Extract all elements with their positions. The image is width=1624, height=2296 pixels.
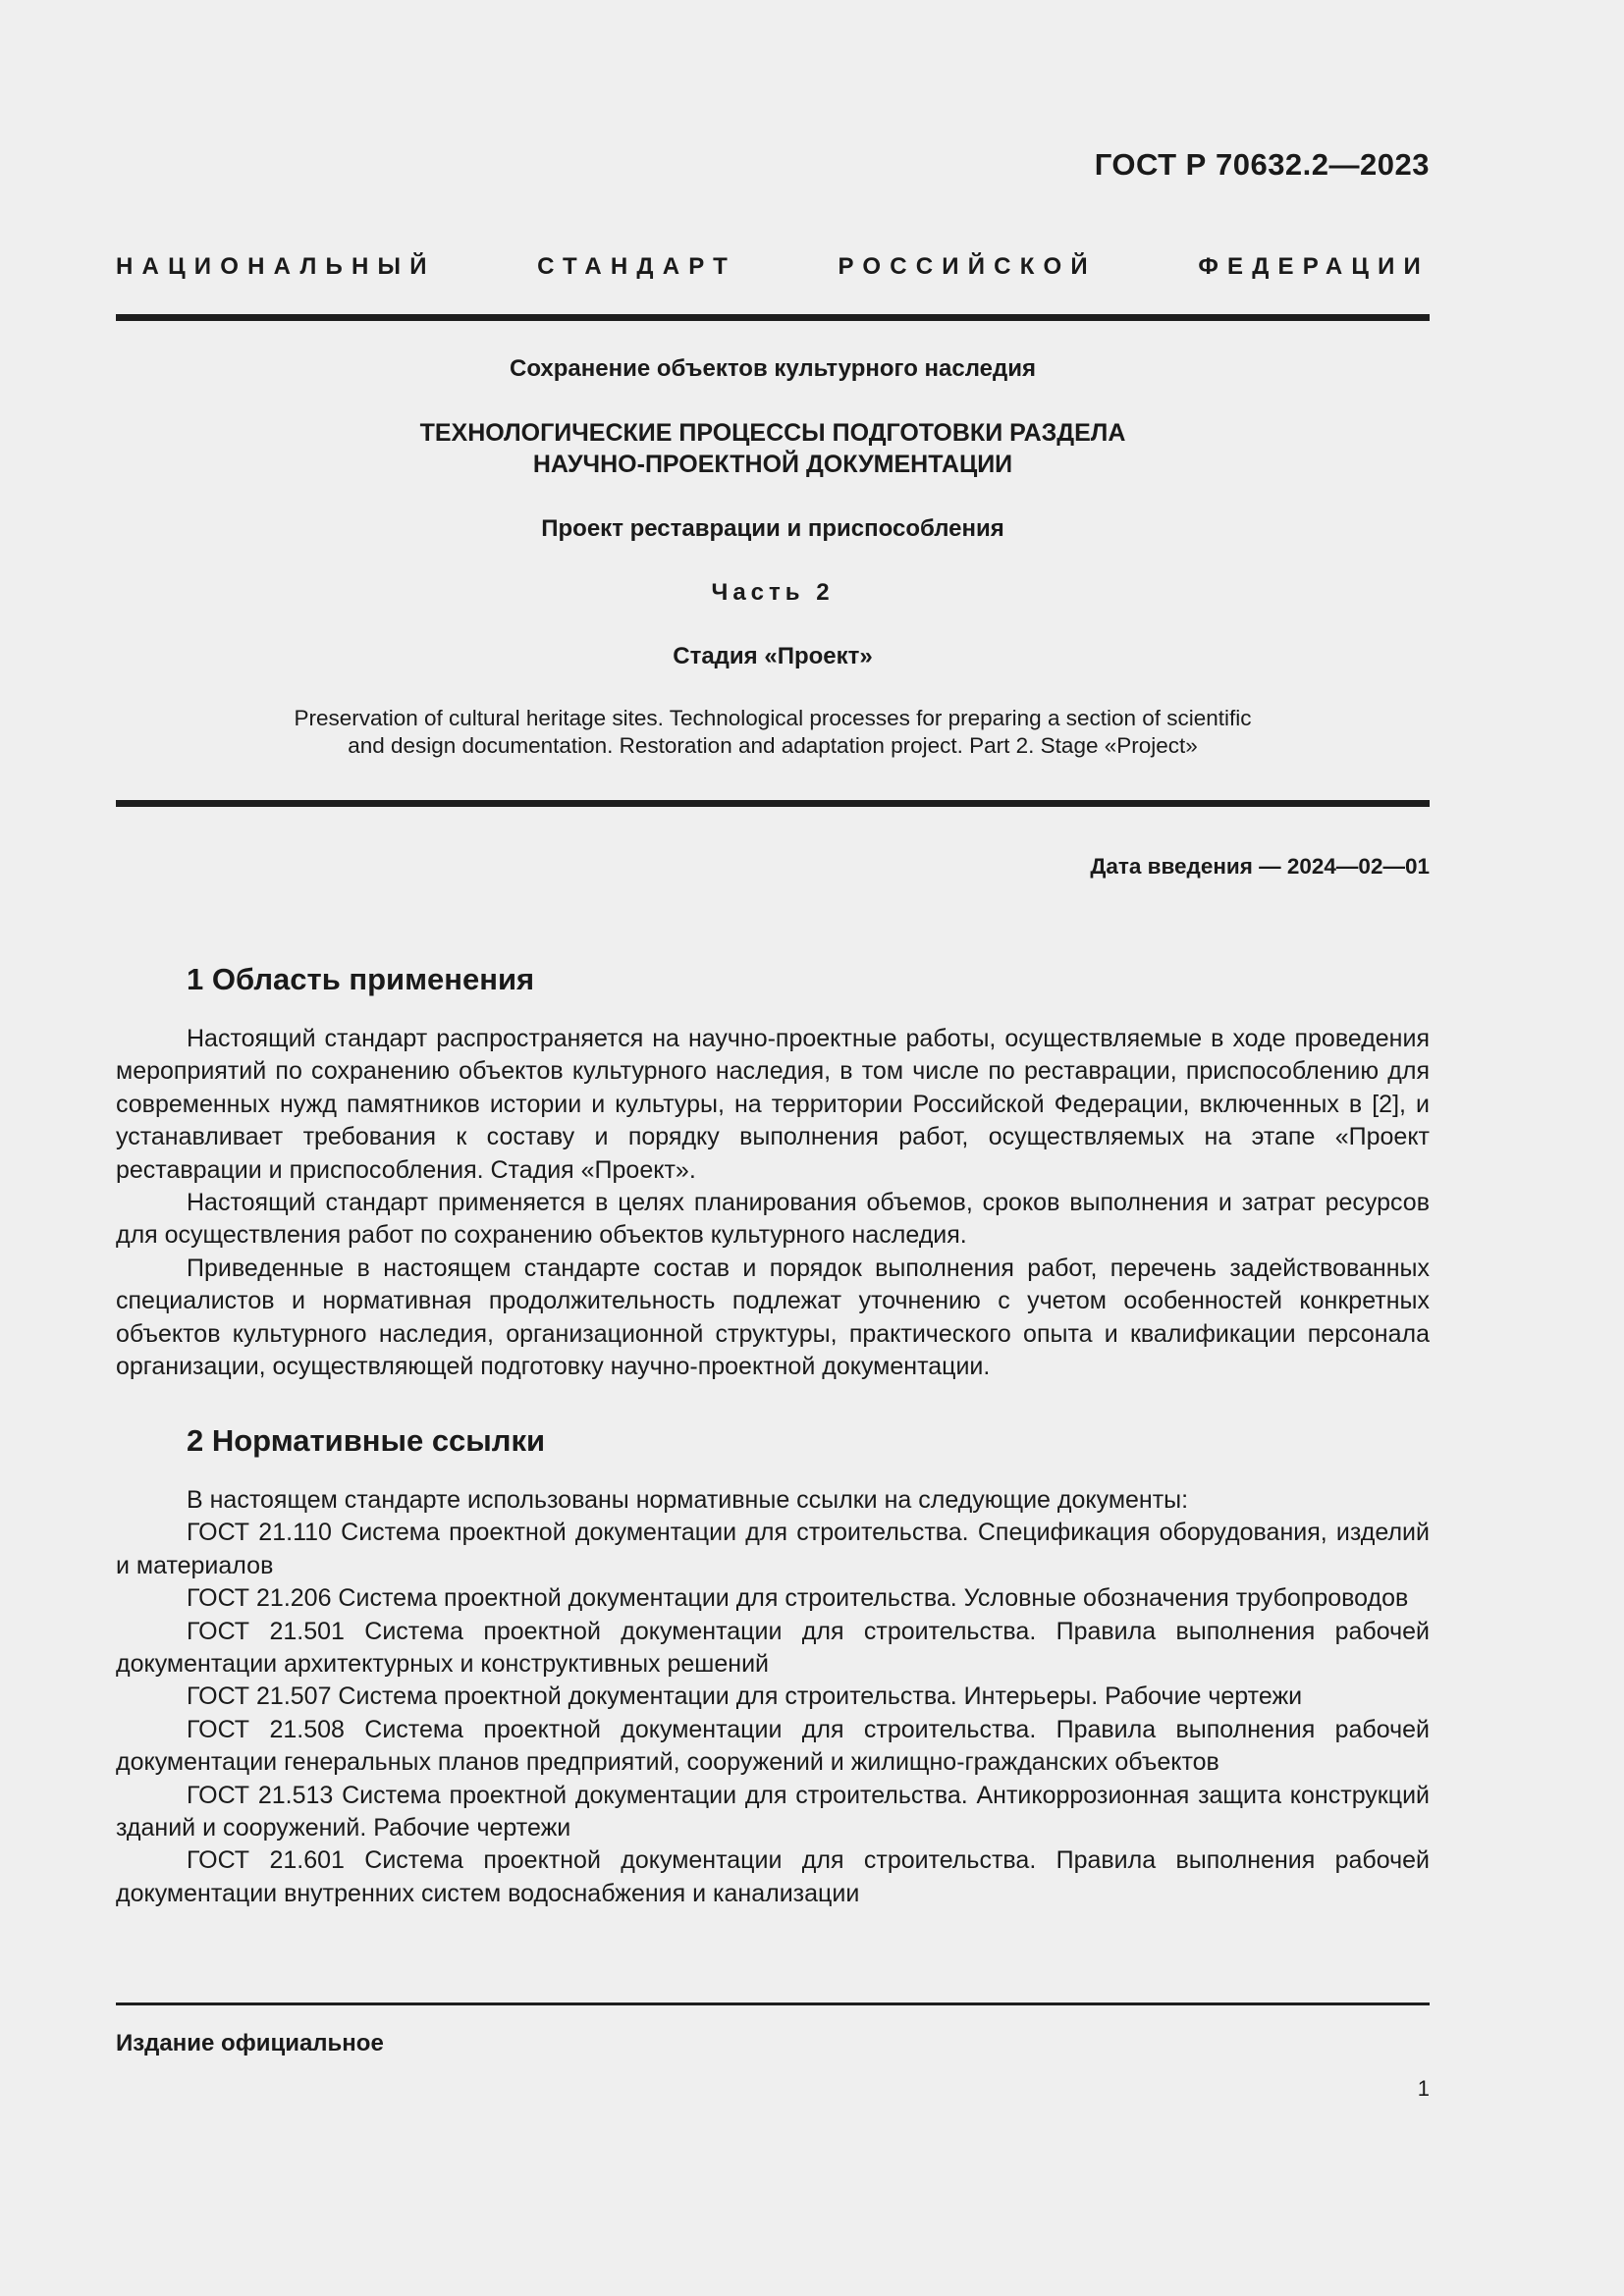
- reference-item: ГОСТ 21.508 Система проектной документации для строительства. Правила выполнения рабочей документации генеральных планов предприятий, сооружений и жилищно-гражданских объектов: [116, 1715, 1430, 1777]
- references-intro: В настоящем стандарте использованы нормативные ссылки на следующие документы:: [187, 1486, 1189, 1514]
- english-title-line-2: and design documentation. Restoration and adaptation project. Part 2. Stage «Project»: [348, 733, 1198, 758]
- section-1-heading: 1 Область применения: [187, 962, 535, 996]
- section-1-body: [116, 1023, 1430, 1383]
- reference-item: ГОСТ 21.601 Система проектной документации для строительства. Правила выполнения рабочей документации внутренних систем водоснабжения и канализации: [116, 1846, 1430, 1907]
- section-1-paragraph: Настоящий стандарт применяется в целях планирования объемов, сроков выполнения и затрат ресурсов для осуществления работ по сохранению объектов культурного наследия.: [116, 1189, 1430, 1250]
- introduction-date: Дата введения — 2024—02—01: [1090, 854, 1430, 879]
- top-divider: [116, 314, 1430, 321]
- national-standard-heading: НАЦИОНАЛЬНЫЙ СТАНДАРТ РОССИЙСКОЙ ФЕДЕРАЦИИ: [116, 253, 1430, 280]
- reference-item: ГОСТ 21.206 Система проектной документации для строительства. Условные обозначения трубопроводов: [187, 1584, 1409, 1613]
- page-number: 1: [1417, 2076, 1430, 2101]
- main-title-line-2: НАУЧНО-ПРОЕКТНОЙ ДОКУМЕНТАЦИИ: [532, 451, 1013, 478]
- main-title-line-1: ТЕХНОЛОГИЧЕСКИЕ ПРОЦЕССЫ ПОДГОТОВКИ РАЗДЕЛА: [419, 419, 1126, 447]
- section-2-body: [116, 1484, 1430, 1910]
- reference-item: ГОСТ 21.110 Система проектной документации для строительства. Спецификация оборудования, изделий и материалов: [116, 1519, 1430, 1579]
- footer-divider: [116, 2002, 1430, 2005]
- part-label: Часть 2: [711, 579, 835, 606]
- reference-item: ГОСТ 21.501 Система проектной документации для строительства. Правила выполнения рабочей документации архитектурных и конструктивных решений: [116, 1617, 1430, 1679]
- english-title-line-1: Preservation of cultural heritage sites. Technological processes for preparing a section of scientific: [294, 706, 1252, 730]
- section-1-paragraph: Приведенные в настоящем стандарте состав и порядок выполнения работ, перечень задействованных специалистов и нормативная продолжительность подлежат уточнению с учетом особенностей конкретных объектов культурного наследия, организационной структуры, практического опыта и квалификации персонала организации, осуществляющей подготовку научно-проектной документации.: [116, 1254, 1430, 1381]
- section-2-heading: 2 Нормативные ссылки: [187, 1423, 546, 1458]
- title-group: Сохранение объектов культурного наследия: [509, 355, 1036, 382]
- stage-label: Стадия «Проект»: [673, 643, 873, 669]
- document-number: ГОСТ Р 70632.2—2023: [1094, 147, 1430, 182]
- reference-item: ГОСТ 21.507 Система проектной документации для строительства. Интерьеры. Рабочие чертежи: [187, 1682, 1303, 1711]
- reference-item: ГОСТ 21.513 Система проектной документации для строительства. Антикоррозионная защита конструкций зданий и сооружений. Рабочие чертежи: [116, 1781, 1430, 1842]
- section-1-paragraph: Настоящий стандарт распространяется на научно-проектные работы, осуществляемые в ходе проведения мероприятий по сохранению объектов культурного наследия, в том числе по реставрации, приспособлению для современных нужд памятников истории и культуры, на территории Российской Федерации, включенных в [2], и устанавливает требования к составу и порядку выполнения работ, осуществляемых на этапе «Проект реставрации и приспособления. Стадия «Проект».: [116, 1025, 1430, 1184]
- main-title: [116, 417, 1430, 480]
- middle-divider: [116, 800, 1430, 807]
- official-edition-label: Издание официальное: [116, 2030, 384, 2056]
- english-title: [116, 705, 1430, 760]
- subtitle: Проект реставрации и приспособления: [541, 515, 1004, 542]
